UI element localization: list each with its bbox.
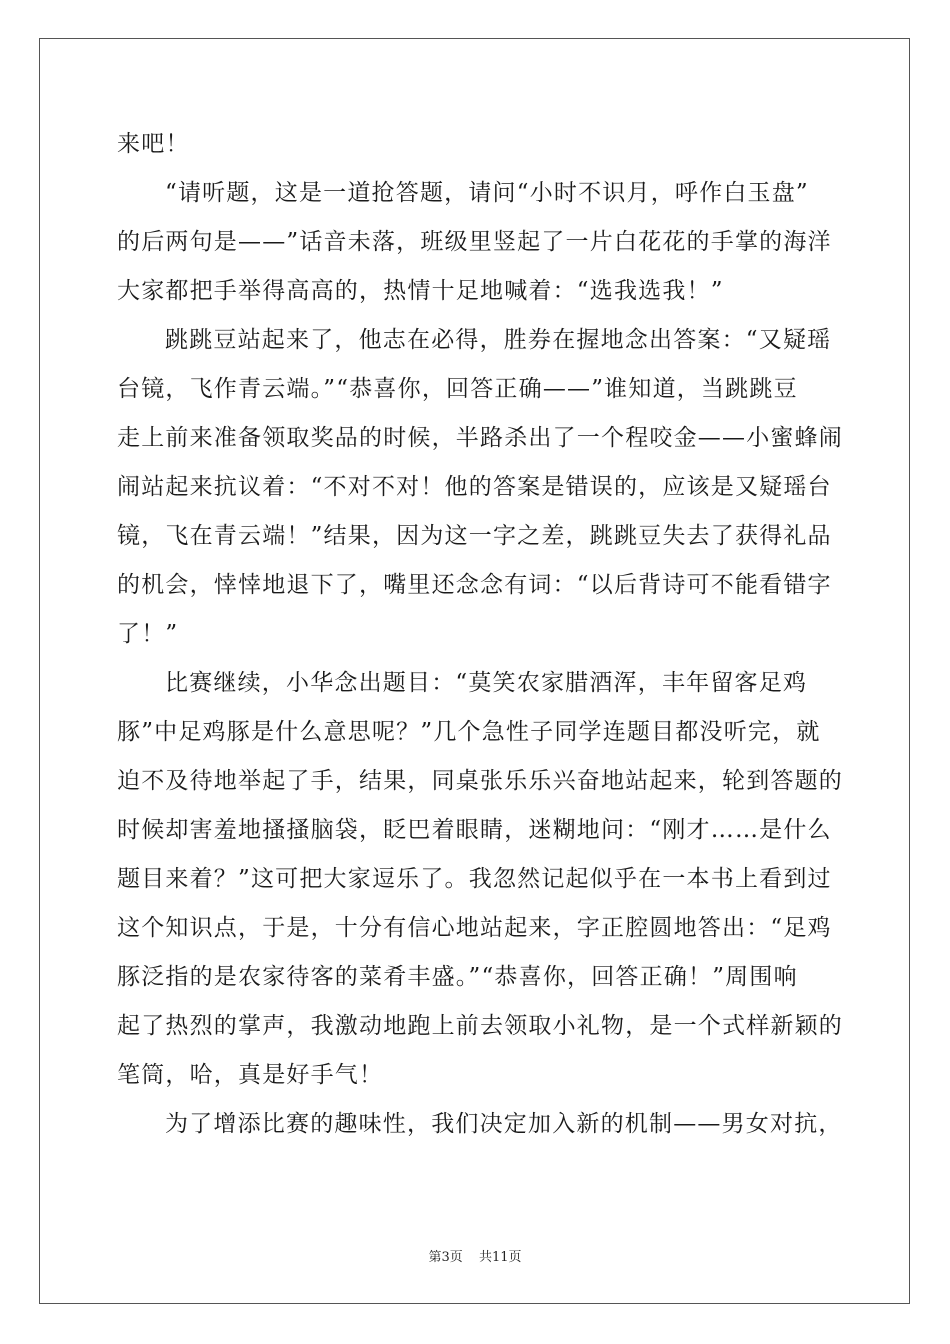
text-line: 豚”中足鸡豚是什么意思呢？”几个急性子同学连题目都没听完，就 [117,719,821,745]
text-line: 来吧！ [117,131,190,157]
text-line: 镜，飞在青云端！”结果，因为这一字之差，跳跳豆失去了获得礼品 [117,523,832,549]
text-line: 这个知识点，于是，十分有信心地站起来，字正腔圆地答出：“足鸡 [117,915,832,941]
page-footer [0,1246,950,1265]
text-line: 台镜，飞作青云端。”“恭喜你，回答正确——”谁知道，当跳跳豆 [117,376,798,402]
text-line: 走上前来准备领取奖品的时候，半路杀出了一个程咬金——小蜜蜂闹 [117,425,843,451]
text-line: 起了热烈的掌声，我激动地跑上前去领取小礼物，是一个式样新颖的 [117,1013,843,1039]
page-number: 第3页 [428,1250,463,1265]
text-line: 迫不及待地举起了手，结果，同桌张乐乐兴奋地站起来，轮到答题的 [117,768,843,794]
text-line: 豚泛指的是农家待客的菜肴丰盛。”“恭喜你，回答正确！”周围响 [117,964,798,990]
text-line: 跳跳豆站起来了，他志在必得，胜券在握地念出答案：“又疑瑶 [165,327,832,353]
text-line: 时候却害羞地搔搔脑袋，眨巴着眼睛，迷糊地问：“刚才……是什么 [117,817,832,843]
text-line: 大家都把手举得高高的，热情十足地喊着：“选我选我！” [117,278,724,304]
text-line: 了！” [117,621,179,647]
text-line: 比赛继续，小华念出题目：“莫笑农家腊酒浑，丰年留客足鸡 [165,670,808,696]
text-line: 的后两句是——”话音未落，班级里竖起了一片白花花的手掌的海洋 [117,229,832,255]
text-line: 的机会，悻悻地退下了，嘴里还念念有词：“以后背诗可不能看错字 [117,572,832,598]
text-line: 闹站起来抗议着：“不对不对！他的答案是错误的，应该是又疑瑶台 [117,474,832,500]
text-line: 笔筒，哈，真是好手气！ [117,1062,384,1088]
text-line: “请听题，这是一道抢答题，请问“小时不识月，呼作白玉盘” [165,180,809,206]
text-line: 为了增添比赛的趣味性，我们决定加入新的机制——男女对抗， [165,1111,843,1137]
text-line: 题目来着？”这可把大家逗乐了。我忽然记起似乎在一本书上看到过 [117,866,832,892]
total-pages: 共11页 [478,1250,522,1265]
